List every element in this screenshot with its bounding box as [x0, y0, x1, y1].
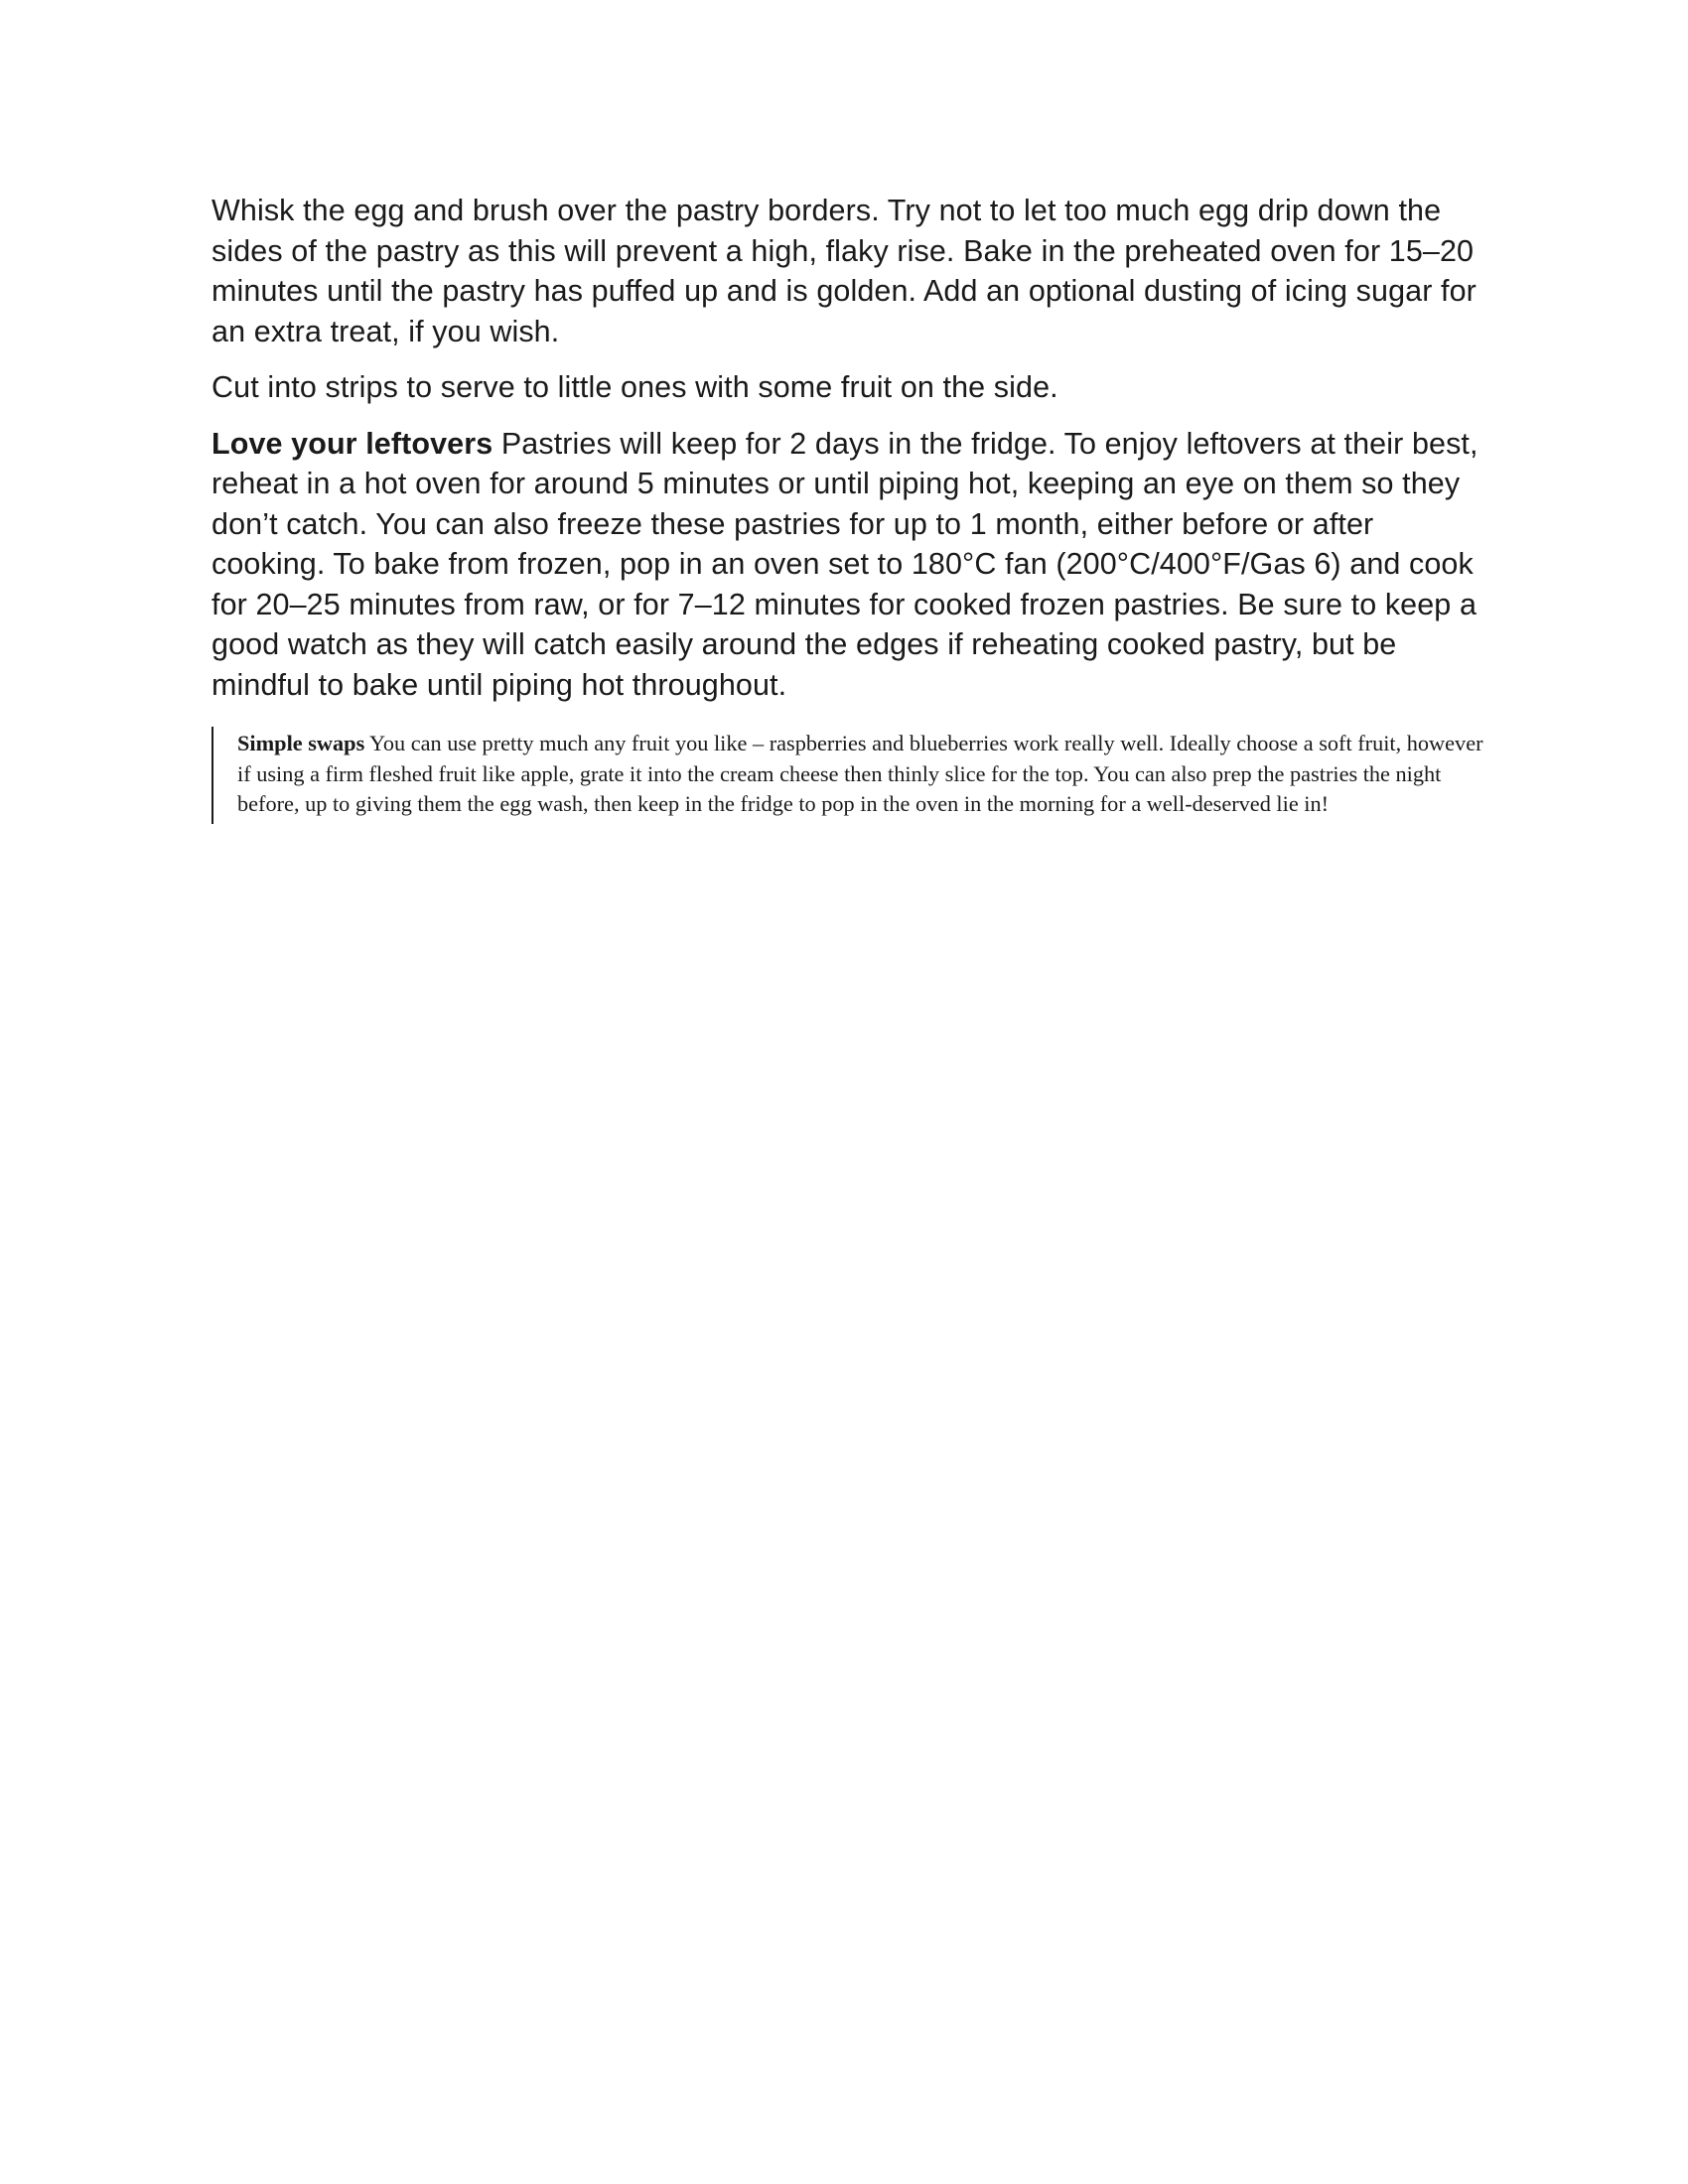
simple-swaps-tip [211, 727, 1484, 824]
leftovers-paragraph [211, 424, 1482, 706]
baking-instructions-text: Whisk the egg and brush over the pastry borders. Try not to let too much egg drip down the sides of the pastry as this will prevent a high, flaky rise. Bake in the preheated oven for 15–20 minutes until the pastry has puffed up and is golden. Add an optional dusting of icing sugar for an extra treat, if you wish. [211, 194, 1477, 348]
baking-instructions-paragraph [211, 191, 1482, 351]
simple-swaps-text: You can use pretty much any fruit you like – raspberries and blueberries work really well. Ideally choose a soft fruit, however if using a firm fleshed fruit like apple, grate it into the cream cheese then thinly slice for the top. You can also prep the pastries the night before, up to giving them the egg wash, then keep in the fridge to pop in the oven in the morning for a well-deserved lie in! [237, 731, 1483, 816]
simple-swaps-heading: Simple swaps [237, 731, 365, 755]
leftovers-text: Pastries will keep for 2 days in the fridge. To enjoy leftovers at their best, reheat in a hot oven for around 5 minutes or until piping hot, keeping an eye on them so they don’t catch. You can also freeze these pastries for up to 1 month, either before or after cooking. To bake from frozen, pop in an oven set to 180°C fan (200°C/400°F/Gas 6) and cook for 20–25 minutes from raw, or for 7–12 minutes for cooked frozen pastries. Be sure to keep a good watch as they will catch easily around the edges if reheating cooked pastry, but be mindful to bake until piping hot throughout. [211, 426, 1478, 702]
leftovers-heading: Love your leftovers [211, 426, 493, 461]
serving-paragraph [211, 367, 1482, 408]
recipe-page [211, 191, 1482, 824]
serving-text: Cut into strips to serve to little ones with some fruit on the side. [211, 370, 1058, 404]
